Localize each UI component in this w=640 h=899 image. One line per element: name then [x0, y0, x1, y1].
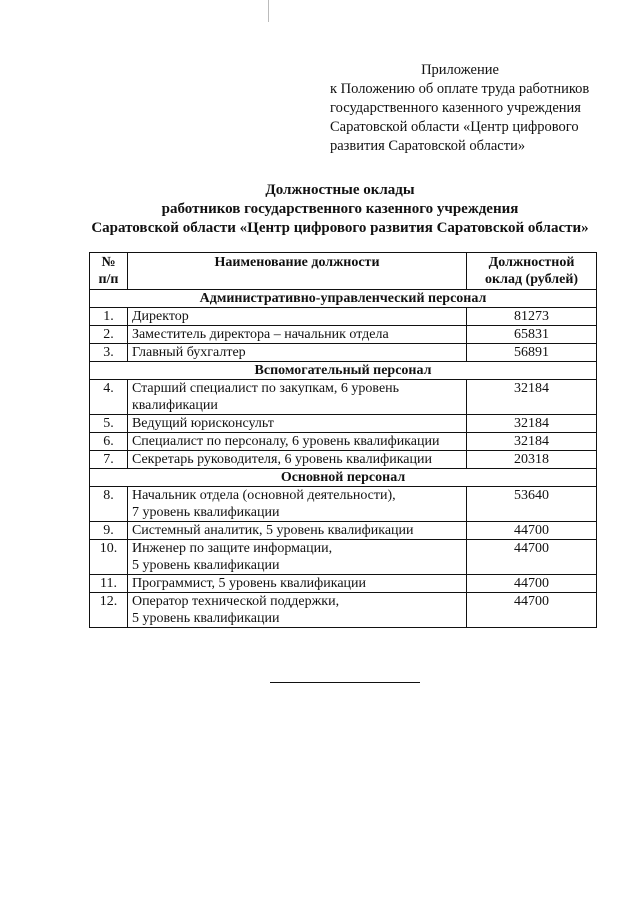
appendix-title: Приложение: [421, 62, 499, 78]
signature-line: [270, 682, 420, 683]
salary-value: 32184: [467, 415, 597, 433]
appendix-line: Саратовской области «Центр цифрового: [330, 119, 579, 135]
position-name-line: 7 уровень квалификации: [131, 505, 280, 520]
salary-value: 81273: [467, 308, 597, 326]
section-row: [90, 362, 597, 380]
position-name: [127, 575, 466, 593]
appendix-line: государственного казенного учреждения: [330, 100, 581, 116]
position-name-line: Инженер по защите информации,: [131, 541, 333, 556]
header-number-line2: п/п: [98, 272, 119, 287]
row-number: 11.: [90, 575, 128, 593]
document-title-line: Должностные оклады: [265, 182, 415, 198]
row-number: 5.: [90, 415, 128, 433]
salary-value: 32184: [467, 380, 597, 415]
position-name: [127, 308, 466, 326]
salary-value: 56891: [467, 344, 597, 362]
salary-value: 32184: [467, 433, 597, 451]
position-name: [127, 522, 466, 540]
table-row: [90, 433, 597, 451]
table-row: [90, 451, 597, 469]
header-salary: [467, 253, 597, 290]
table-row: [90, 380, 597, 415]
position-name-line: Секретарь руководителя, 6 уровень квалификации: [131, 452, 432, 467]
position-name-line: Директор: [131, 309, 189, 324]
salary-value: 44700: [467, 522, 597, 540]
row-number: 4.: [90, 380, 128, 415]
row-number: 3.: [90, 344, 128, 362]
fold-mark: [268, 0, 269, 22]
position-name: [127, 540, 466, 575]
table-row: [90, 326, 597, 344]
salary-value: 44700: [467, 540, 597, 575]
position-name-line: 5 уровень квалификации: [131, 558, 280, 573]
row-number: 8.: [90, 487, 128, 522]
row-number: 10.: [90, 540, 128, 575]
header-number: [90, 253, 128, 290]
position-name: [127, 344, 466, 362]
salary-table: [89, 252, 597, 628]
appendix-line: к Положению об оплате труда работников: [330, 81, 590, 97]
table-row: [90, 522, 597, 540]
document-title: [60, 181, 620, 238]
position-name-line: Старший специалист по закупкам, 6 уровень: [131, 381, 400, 396]
position-name-line: Системный аналитик, 5 уровень квалификации: [131, 523, 414, 538]
row-number: 9.: [90, 522, 128, 540]
table-row: [90, 487, 597, 522]
position-name-line: Оператор технической поддержки,: [131, 594, 340, 609]
salary-value: 20318: [467, 451, 597, 469]
row-number: 1.: [90, 308, 128, 326]
section-row: [90, 469, 597, 487]
table-header-row: [90, 253, 597, 290]
table-row: [90, 308, 597, 326]
position-name-line: Программист, 5 уровень квалификации: [131, 576, 367, 591]
position-name: [127, 326, 466, 344]
position-name: [127, 380, 466, 415]
salary-value: 53640: [467, 487, 597, 522]
position-name-line: Ведущий юрисконсульт: [131, 416, 274, 431]
header-position-name: Наименование должности: [127, 253, 466, 290]
salary-value: 44700: [467, 593, 597, 628]
header-number-line1: №: [101, 255, 116, 270]
row-number: 12.: [90, 593, 128, 628]
position-name: [127, 451, 466, 469]
document-title-line: Саратовской области «Центр цифрового развития Саратовской области»: [91, 220, 589, 236]
row-number: 2.: [90, 326, 128, 344]
position-name-line: Заместитель директора – начальник отдела: [131, 327, 389, 342]
position-name-line: 5 уровень квалификации: [131, 611, 280, 626]
salary-value: 44700: [467, 575, 597, 593]
section-row: [90, 290, 597, 308]
section-title: Основной персонал: [90, 469, 597, 487]
section-title: Вспомогательный персонал: [90, 362, 597, 380]
document-title-line: работников государственного казенного учреждения: [161, 201, 519, 217]
position-name-line: Специалист по персоналу, 6 уровень квалификации: [131, 434, 440, 449]
header-salary-line1: Должностной: [488, 255, 575, 270]
table-row: [90, 540, 597, 575]
section-title: Административно-управленческий персонал: [90, 290, 597, 308]
table-row: [90, 415, 597, 433]
row-number: 6.: [90, 433, 128, 451]
table-row: [90, 344, 597, 362]
table-row: [90, 575, 597, 593]
table-body: [90, 290, 597, 628]
position-name: [127, 433, 466, 451]
position-name: [127, 415, 466, 433]
appendix-line: развития Саратовской области»: [330, 138, 526, 154]
position-name: [127, 487, 466, 522]
position-name: [127, 593, 466, 628]
position-name-line: Главный бухгалтер: [131, 345, 246, 360]
position-name-line: квалификации: [131, 398, 218, 413]
appendix-header: [330, 61, 630, 156]
position-name-line: Начальник отдела (основной деятельности),: [131, 488, 396, 503]
table-row: [90, 593, 597, 628]
row-number: 7.: [90, 451, 128, 469]
salary-value: 65831: [467, 326, 597, 344]
header-salary-line2: оклад (рублей): [485, 272, 579, 287]
